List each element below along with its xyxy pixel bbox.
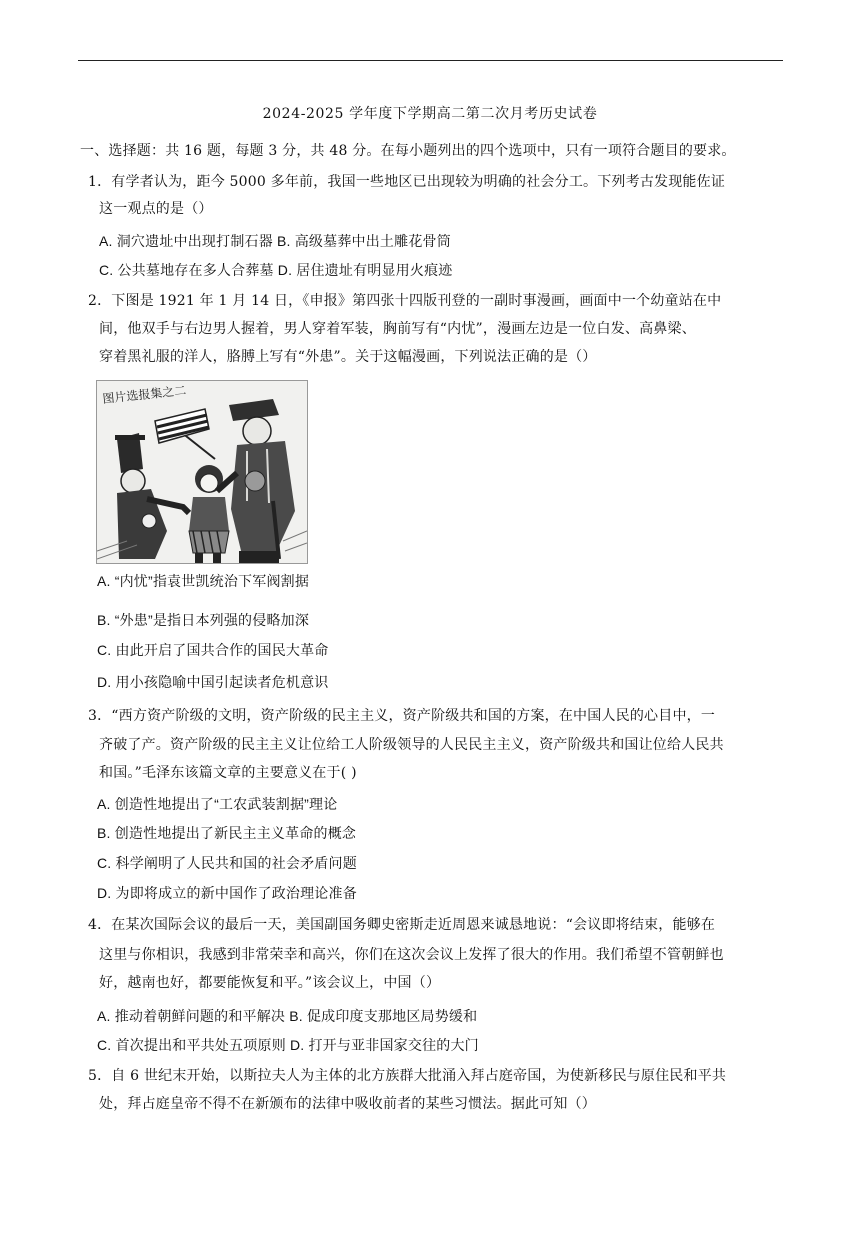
question-2-option-a: A. “内忧”指袁世凯统治下军阀割据 bbox=[97, 573, 310, 589]
question-4-line-1: 4．在某次国际会议的最后一天，美国副国务卿史密斯走近周恩来诚恳地说：“会议即将结束，能够在 bbox=[88, 917, 716, 933]
question-4-option-cd: C. 首次提出和平共处五项原则 D. 打开与亚非国家交往的大门 bbox=[97, 1037, 479, 1053]
section-heading: 一、选择题：共 16 题，每题 3 分，共 48 分。在每小题列出的四个选项中，只有一项符合题目的要求。 bbox=[80, 143, 736, 159]
question-2-option-d: D. 用小孩隐喻中国引起读者危机意识 bbox=[97, 674, 329, 690]
question-3-line-3: 和国。”毛泽东该篇文章的主要意义在于( ) bbox=[99, 765, 357, 781]
question-2-line-3: 穿着黑礼服的洋人，胳膊上写有“外患”。关于这幅漫画，下列说法正确的是（） bbox=[99, 349, 597, 365]
question-1-option-ab: A. 洞穴遗址中出现打制石器 B. 高级墓葬中出土雕花骨筒 bbox=[99, 233, 451, 249]
header-rule bbox=[78, 60, 783, 61]
question-3-option-b: B. 创造性地提出了新民主主义革命的概念 bbox=[97, 825, 357, 841]
question-3-option-d: D. 为即将成立的新中国作了政治理论准备 bbox=[97, 885, 357, 901]
question-5-line-1: 5．自 6 世纪末开始，以斯拉夫人为主体的北方族群大批涌入拜占庭帝国，为使新移民与原住民和平共 bbox=[88, 1068, 727, 1084]
question-3-option-a: A. 创造性地提出了“工农武装割据”理论 bbox=[97, 796, 338, 812]
question-4-line-2: 这里与你相识，我感到非常荣幸和高兴，你们在这次会议上发挥了很大的作用。我们希望不管朝鲜也 bbox=[99, 947, 724, 963]
question-3-line-2: 齐破了产。资产阶级的民主主义让位给工人阶级领导的人民民主主义，资产阶级共和国让位给人民共 bbox=[99, 737, 724, 753]
question-2-option-b: B. “外患”是指日本列强的侵略加深 bbox=[97, 612, 310, 628]
question-3-line-1: 3．“西方资产阶级的文明，资产阶级的民主主义，资产阶级共和国的方案，在中国人民的心目中，一 bbox=[88, 708, 716, 724]
cartoon-caption: 图片选报集之二 bbox=[101, 383, 187, 406]
question-2-line-1: 2．下图是 1921 年 1 月 14 日，《申报》第四张十四版刊登的一副时事漫画，画面中一个幼童站在中 bbox=[88, 293, 722, 309]
exam-title: 2024-2025 学年度下学期高二第二次月考历史试卷 bbox=[262, 106, 598, 122]
question-2-line-2: 间，他双手与右边男人握着，男人穿着军装，胸前写有“内忧”，漫画左边是一位白发、高鼻梁、 bbox=[99, 321, 696, 337]
political-cartoon-image bbox=[96, 380, 308, 564]
question-4-option-ab: A. 推动着朝鲜问题的和平解决 B. 促成印度支那地区局势缓和 bbox=[97, 1008, 478, 1024]
question-2-option-c: C. 由此开启了国共合作的国民大革命 bbox=[97, 642, 329, 658]
question-3-option-c: C. 科学阐明了人民共和国的社会矛盾问题 bbox=[97, 855, 357, 871]
question-1-line-2: 这一观点的是（） bbox=[99, 201, 213, 217]
question-5-line-2: 处，拜占庭皇帝不得不在新颁布的法律中吸收前者的某些习惯法。据此可知（） bbox=[99, 1096, 596, 1112]
question-4-line-3: 好，越南也好，都要能恢复和平。”该会议上，中国（） bbox=[99, 975, 441, 991]
question-1-line-1: 1．有学者认为，距今 5000 多年前，我国一些地区已出现较为明确的社会分工。下列考古发现能佐证 bbox=[88, 174, 726, 190]
question-1-option-cd: C. 公共墓地存在多人合葬墓 D. 居住遗址有明显用火痕迹 bbox=[99, 262, 453, 278]
